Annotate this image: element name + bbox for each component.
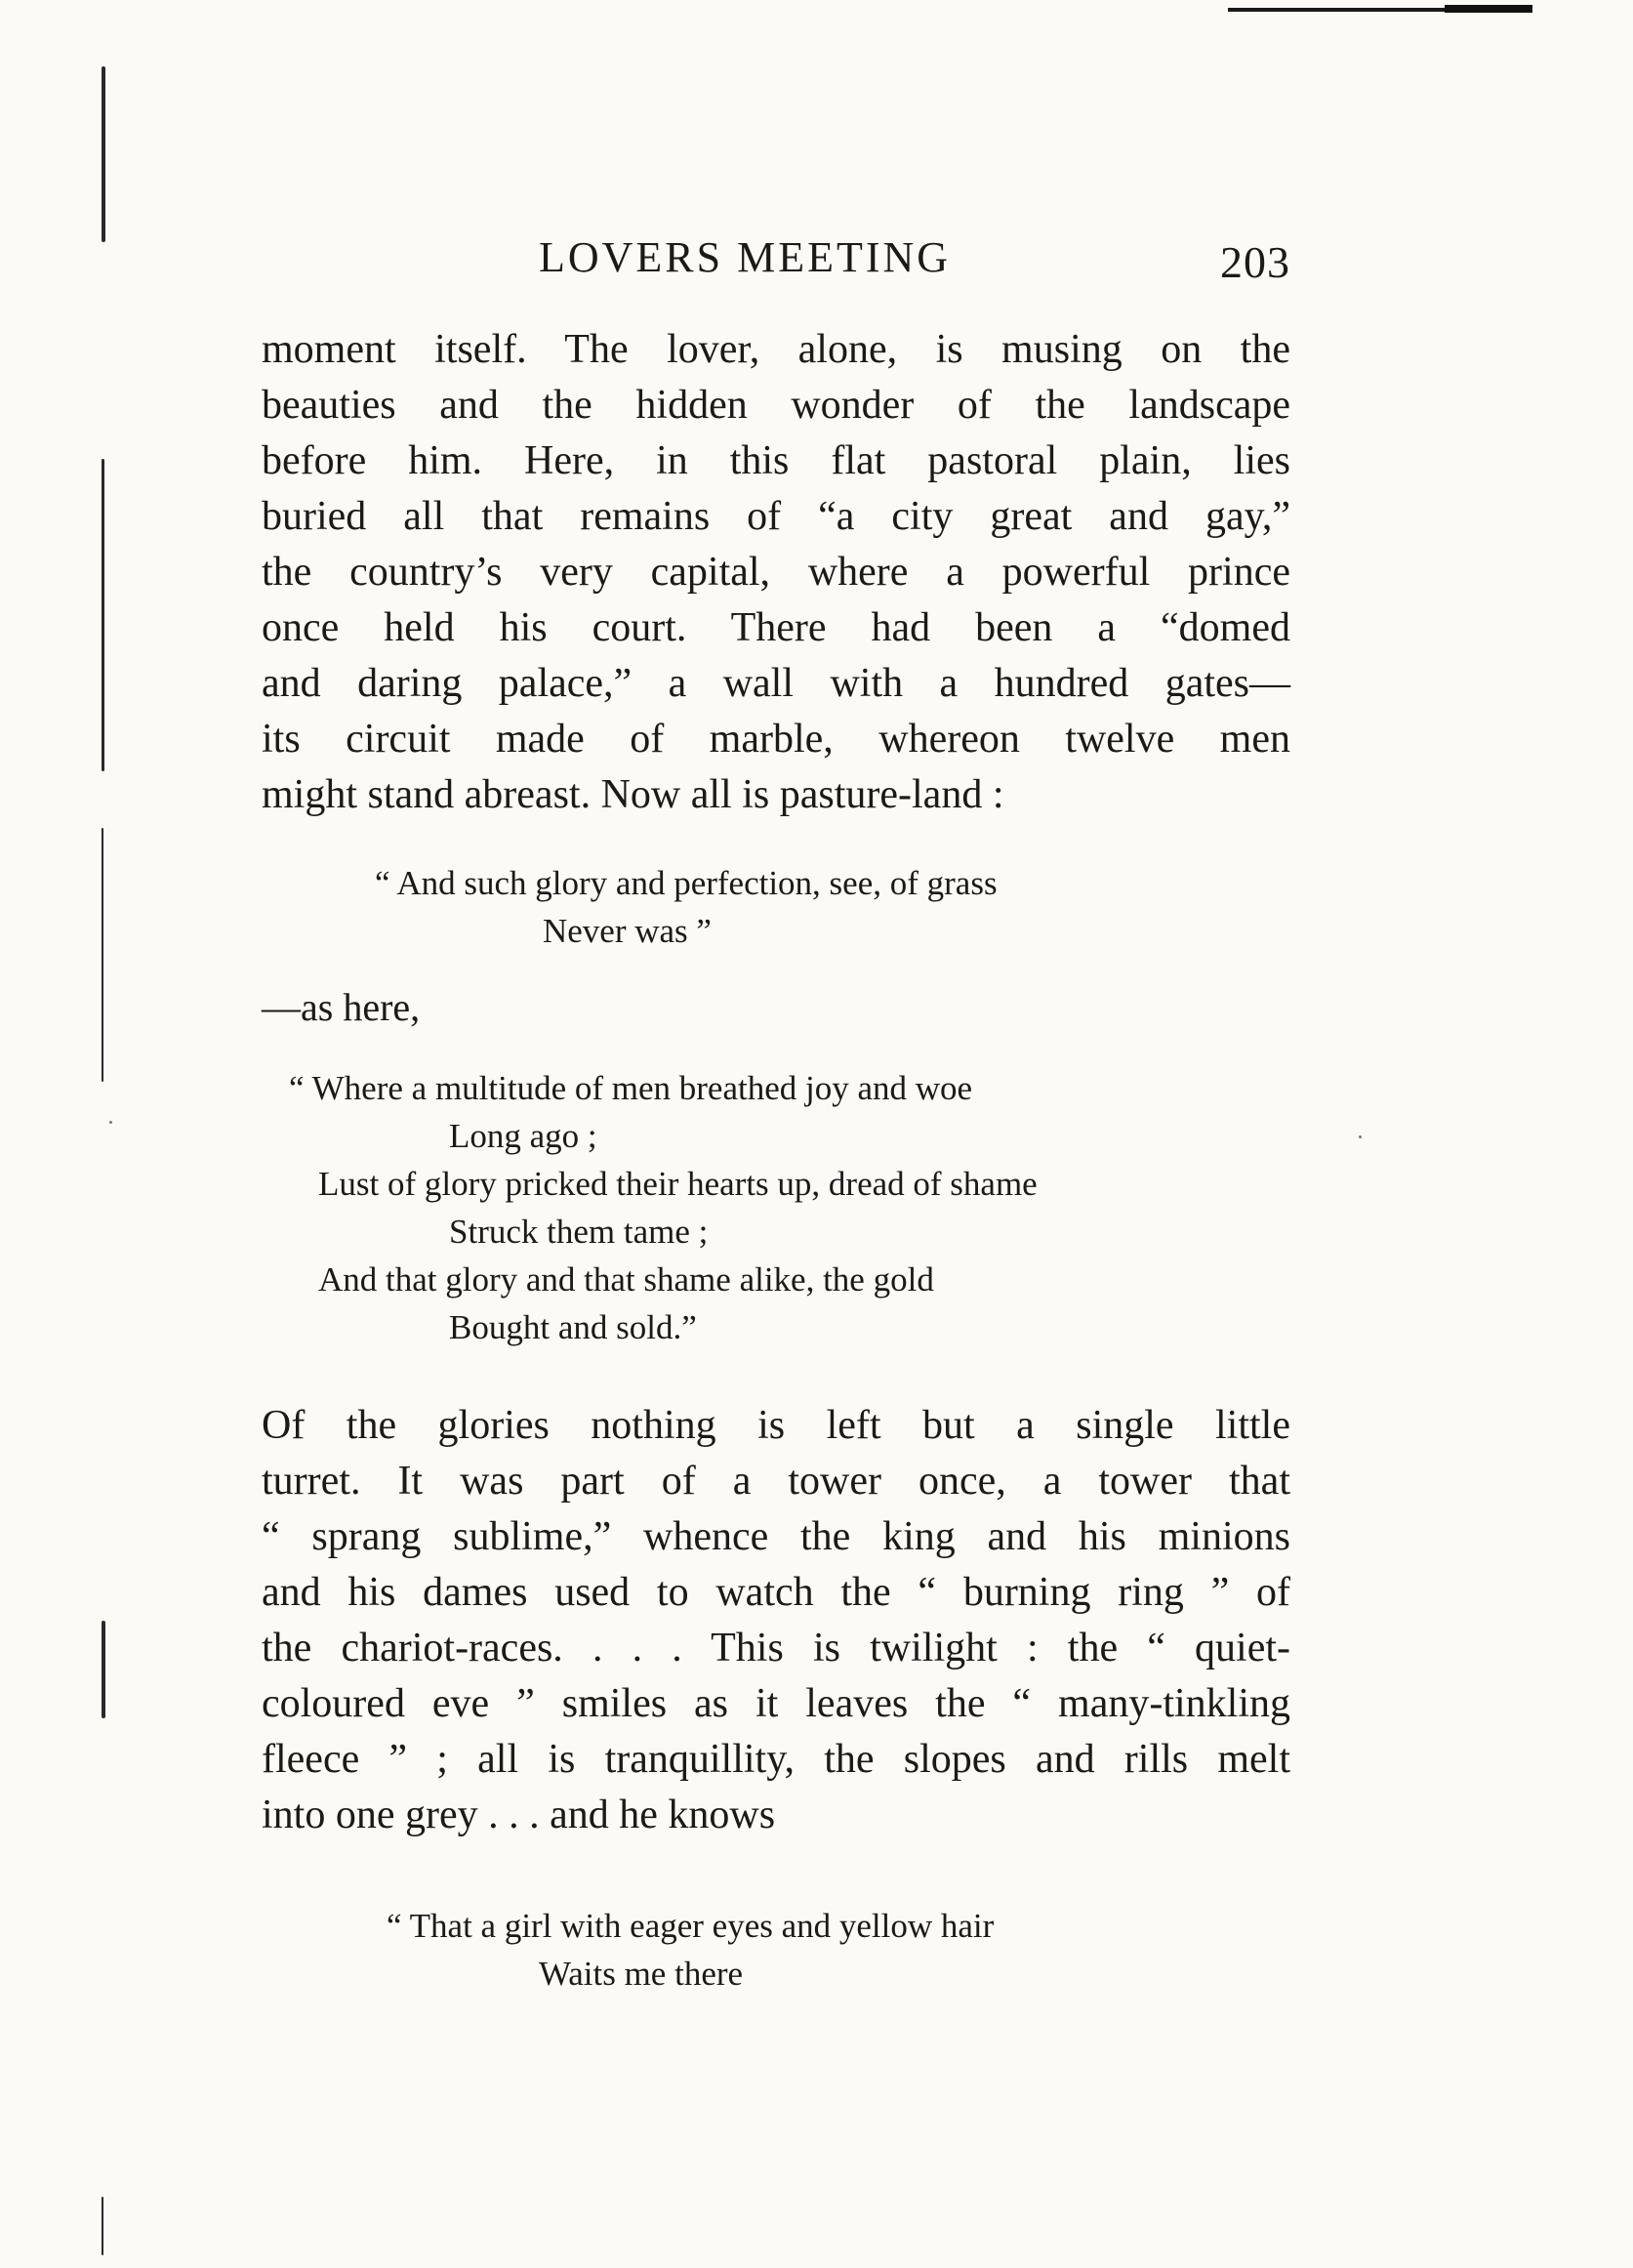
running-head: LOVERS MEETING <box>539 233 952 281</box>
gutter-mark <box>102 828 103 1082</box>
text-line: its circuit made of marble, whereon twelve men <box>262 717 1290 762</box>
text-line: before him. Here, in this flat pastoral plain, lies <box>262 438 1290 483</box>
gutter-mark <box>102 459 104 771</box>
verse-line: Lust of glory pricked their hearts up, dread of shame <box>318 1165 1038 1203</box>
text-line: the country’s very capital, where a powerful prince <box>262 550 1290 595</box>
text-line: and his dames used to watch the “ burning ring ” of <box>262 1570 1290 1615</box>
interjection: —as here, <box>262 985 421 1029</box>
text-line: and daring palace,” a wall with a hundred gates— <box>262 661 1290 706</box>
page-header <box>262 232 1290 291</box>
verse-line: And that glory and that shame alike, the gold <box>318 1260 934 1299</box>
paragraph-2 <box>262 1398 1290 1843</box>
scan-speck <box>109 1121 112 1124</box>
page-number: 203 <box>1220 237 1290 287</box>
text-line: into one grey . . . and he knows <box>262 1793 776 1837</box>
text-line: might stand abreast. Now all is pasture-land : <box>262 772 1004 817</box>
verse-quote-2 <box>289 1064 1038 1351</box>
gutter-mark <box>102 2197 103 2255</box>
text-line: beauties and the hidden wonder of the landscape <box>262 383 1290 428</box>
text-line: fleece ” ; all is tranquillity, the slopes and rills melt <box>262 1737 1290 1782</box>
text-line: moment itself. The lover, alone, is musing on the <box>262 327 1290 372</box>
scan-speck <box>1359 1135 1362 1138</box>
text-line: turret. It was part of a tower once, a tower that <box>262 1459 1290 1504</box>
verse-line: Never was ” <box>543 912 712 950</box>
text-line: once held his court. There had been a “domed <box>262 605 1290 650</box>
verse-line: “ And such glory and perfection, see, of grass <box>375 864 998 902</box>
text-line: “ sprang sublime,” whence the king and his minions <box>262 1514 1290 1559</box>
verse-line: Long ago ; <box>449 1117 597 1155</box>
scan-top-rule-end <box>1445 5 1532 13</box>
verse-line: “ Where a multitude of men breathed joy and woe <box>289 1069 973 1107</box>
verse-quote-1 <box>375 859 998 955</box>
paragraph-1 <box>262 322 1290 823</box>
text-line: the chariot-races. . . . This is twilight : the “ quiet- <box>262 1626 1290 1670</box>
text-line: coloured eve ” smiles as it leaves the “ many-tinkling <box>262 1681 1290 1726</box>
verse-line: Struck them tame ; <box>449 1213 709 1251</box>
verse-line: “ That a girl with eager eyes and yellow hair <box>387 1907 995 1945</box>
verse-line: Waits me there <box>539 1955 744 1993</box>
text-line: buried all that remains of “a city great and gay,” <box>262 494 1290 539</box>
verse-quote-3 <box>387 1902 994 1998</box>
gutter-mark <box>102 66 105 242</box>
text-line: Of the glories nothing is left but a single little <box>262 1403 1290 1448</box>
gutter-mark <box>102 1621 105 1718</box>
verse-line: Bought and sold.” <box>449 1308 697 1346</box>
